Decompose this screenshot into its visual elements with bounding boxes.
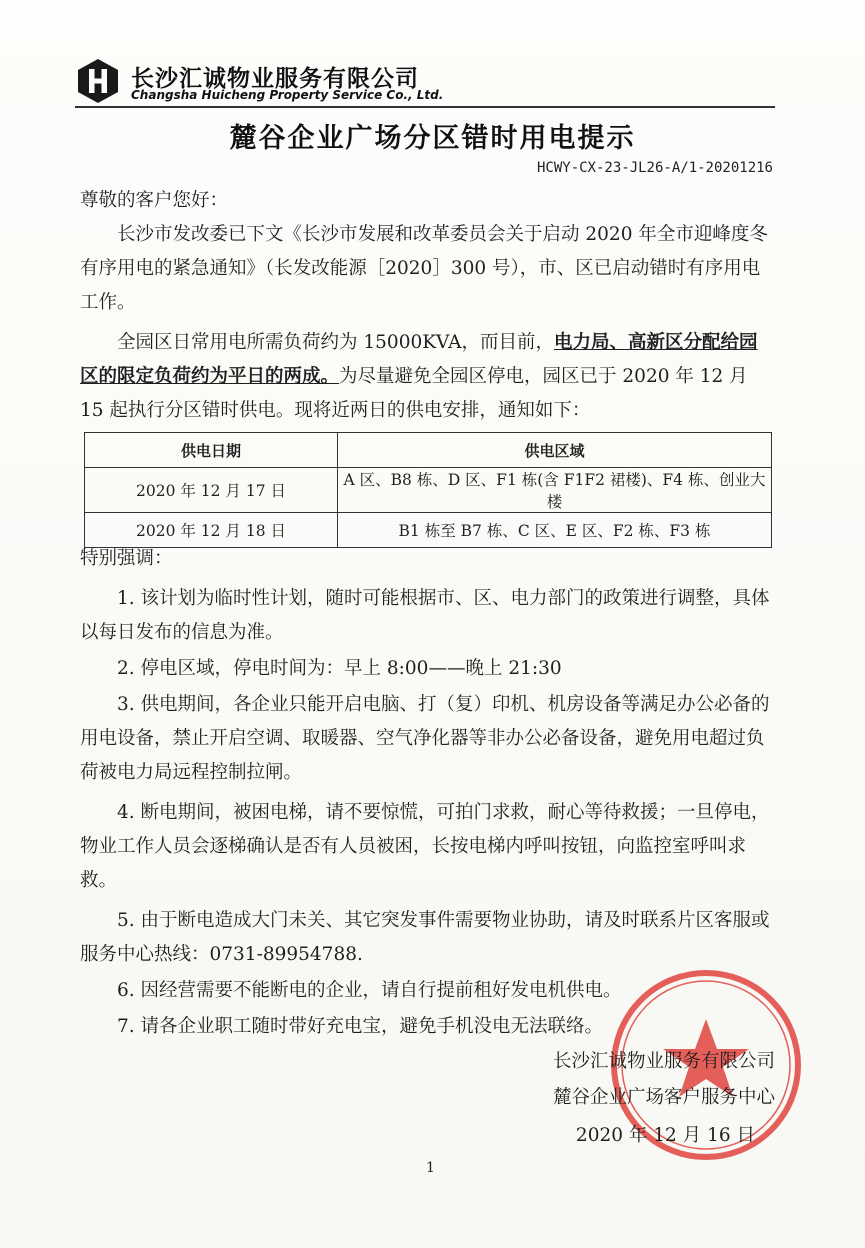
signature-company: 长沙汇诚物业服务有限公司 (552, 1051, 775, 1072)
signature-date: 2020 年 12 月 16 日 (575, 1125, 755, 1146)
company-name-cn: 长沙汇诚物业服务有限公司 (131, 66, 419, 92)
document-code: HCWY-CX-23-JL26-A/1-20201216 (536, 160, 773, 176)
paragraph-load-part2: 为尽量避免全园区停电，园区已于 2020 年 12 月 15 起执行分区错时供电。现将近两日的供电安排，通知如下： (80, 366, 748, 421)
list-item: 3. 供电期间，各企业只能开启电脑、打（复）印机、机房设备等满足办公必备的用电设备，禁止开启空调、取暖器、空气净化器等非办公必备设备，避免用电超过负荷被电力局远程控制拉闸。 (80, 694, 770, 783)
list-item: 2. 停电区域，停电时间为：早上 8:00——晚上 21:30 (117, 658, 562, 679)
header-divider (75, 106, 775, 108)
paragraph-load-part1: 全园区日常用电所需负荷约为 15000KVA，而目前， (117, 332, 555, 353)
table-cell-date: 2020 年 12 月 18 日 (85, 513, 338, 548)
page-number: 1 (426, 1160, 435, 1176)
paragraph-load (80, 326, 770, 428)
power-schedule-table (84, 432, 772, 548)
table-cell-area: A 区、B8 栋、D 区、F1 栋(含 F1F2 裙楼)、F4 栋、创业大楼 (338, 468, 772, 513)
document-title: 麓谷企业广场分区错时用电提示 (229, 123, 636, 154)
letterhead (75, 58, 775, 106)
greeting: 尊敬的客户您好： (80, 190, 229, 211)
table-header-area: 供电区域 (338, 433, 772, 468)
emphasis-heading: 特别强调： (80, 548, 173, 569)
table-cell-date: 2020 年 12 月 17 日 (85, 468, 338, 513)
list-item: 4. 断电期间，被困电梯，请不要惊慌，可拍门求救，耐心等待救援；一旦停电，物业工作人员会逐梯确认是否有人员被困，长按电梯内呼叫按钮，向监控室呼叫求救。 (80, 802, 770, 891)
company-name-en: Changsha Huicheng Property Service Co., Ltd. (131, 88, 444, 102)
paragraph-notice: 长沙市发改委已下文《长沙市发展和改革委员会关于启动 2020 年全市迎峰度冬有序用电的紧急通知》（长发改能源［2020］300 号），市、区已启动错时有序用电工作。 (80, 224, 768, 313)
table-header-date: 供电日期 (85, 433, 338, 468)
list-item: 7. 请各企业职工随时带好充电宝，避免手机没电无法联络。 (117, 1016, 604, 1037)
list-item: 6. 因经营需要不能断电的企业，请自行提前租好发电机供电。 (117, 980, 622, 1001)
list-item: 5. 由于断电造成大门未关、其它突发事件需要物业协助，请及时联系片区客服或服务中心热线：0731-89954788. (80, 910, 770, 965)
paragraph-load-bold: 电力局、高新区分配给园区的限定负荷约为平日的两成。 (80, 332, 758, 387)
signature-department: 麓谷企业广场客户服务中心 (552, 1087, 775, 1108)
table-cell-area: B1 栋至 B7 栋、C 区、E 区、F2 栋、F3 栋 (338, 513, 772, 548)
list-item: 1. 该计划为临时性计划，随时可能根据市、区、电力部门的政策进行调整，具体以每日发布的信息为准。 (80, 588, 770, 643)
h-logo-icon (75, 58, 121, 104)
table-row (85, 468, 772, 513)
table-header-row (85, 433, 772, 468)
